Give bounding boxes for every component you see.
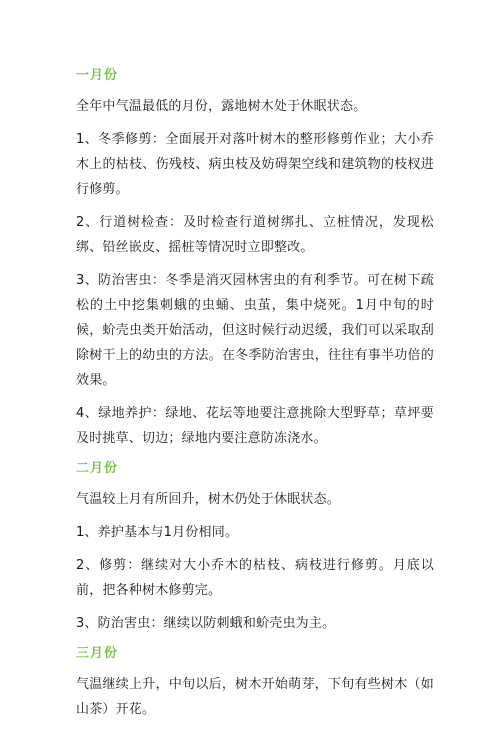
month-heading: 三月份 <box>76 646 119 661</box>
paragraph: 2、修剪：继续对大小乔木的枯枝、病枝进行修剪。月底以前，把各种树木修剪完。 <box>76 558 434 598</box>
month-section-january <box>76 66 434 451</box>
paragraph: 气温继续上升，中旬以后，树木开始萌芽，下旬有些树木（如山茶）开花。 <box>76 677 434 717</box>
document-page <box>76 66 434 730</box>
month-section-march <box>76 644 434 722</box>
paragraph: 3、防治害虫：冬季是消灭园林害虫的有利季节。可在树下疏松的土中挖集刺蛾的虫蛹、虫茧，集中烧死。1月中旬的时候，蚧壳虫类开始活动，但这时候行动迟缓，我们可以采取刮除树干上的幼虫的方法。在冬季防治害虫，往往有事半功倍的效果。 <box>76 273 434 388</box>
paragraph: 2、行道树检查：及时检查行道树绑扎、立桩情况，发现松绑、铅丝嵌皮、摇桩等情况时立即整改。 <box>76 215 434 255</box>
paragraph: 气温较上月有所回升，树木仍处于休眠状态。 <box>76 492 341 507</box>
month-heading: 二月份 <box>76 461 119 476</box>
month-heading: 一月份 <box>76 68 119 83</box>
month-section-february <box>76 459 434 636</box>
paragraph: 全年中气温最低的月份，露地树木处于休眠状态。 <box>76 99 367 114</box>
paragraph: 1、养护基本与1月份相同。 <box>76 525 239 540</box>
paragraph: 3、防治害虫：继续以防刺蛾和蚧壳虫为主。 <box>76 616 336 631</box>
paragraph: 1、冬季修剪：全面展开对落叶树木的整形修剪作业；大小乔木上的枯枝、伤残枝、病虫枝及妨碍架空线和建筑物的枝杈进行修剪。 <box>76 132 434 197</box>
paragraph: 4、绿地养护：绿地、花坛等地要注意挑除大型野草；草坪要及时挑草、切边；绿地内要注意防冻浇水。 <box>76 406 434 446</box>
